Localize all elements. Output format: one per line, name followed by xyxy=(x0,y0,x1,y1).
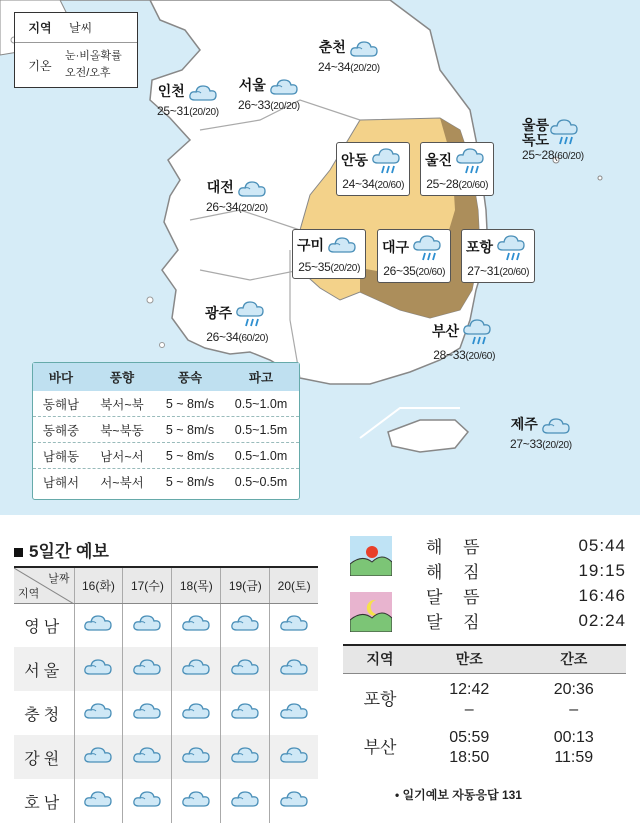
tide-low-2: – xyxy=(569,700,579,718)
city-name: 구미 xyxy=(297,237,325,254)
table-row xyxy=(343,673,626,720)
cloud-icon xyxy=(132,788,162,810)
city-name: 인천 xyxy=(157,83,185,100)
sea-header: 파고 xyxy=(248,371,274,385)
forecast-title-text: 5일간 예보 xyxy=(29,542,109,561)
sea-cell: 5 ~ 8m/s xyxy=(165,448,215,463)
city-seoul xyxy=(238,76,300,114)
city-uljin xyxy=(420,142,494,196)
tide-table xyxy=(343,644,626,768)
corner-date-label: 날짜 xyxy=(48,573,70,585)
city-prob: (20/60) xyxy=(415,267,446,278)
cloud-rain-icon xyxy=(455,147,489,177)
sun-moon-times xyxy=(350,533,626,633)
city-name: 울진 xyxy=(425,152,453,169)
city-name-2: 독도 xyxy=(522,132,550,148)
city-temp: 26~34 xyxy=(206,330,239,344)
city-chuncheon xyxy=(318,38,380,76)
cloud-icon xyxy=(541,415,571,437)
city-prob: (20/20) xyxy=(189,107,219,118)
cloud-icon xyxy=(132,656,162,678)
sea-cell: 남서~서 xyxy=(100,449,144,464)
cloud-icon xyxy=(132,700,162,722)
city-prob: (20/20) xyxy=(542,440,572,451)
city-prob: (20/60) xyxy=(374,180,405,191)
cloud-icon xyxy=(279,700,309,722)
cloud-rain-icon xyxy=(549,118,583,148)
cloud-icon xyxy=(230,612,260,634)
cloud-icon xyxy=(83,656,113,678)
forecast-title xyxy=(14,537,109,562)
city-name: 서울 xyxy=(238,77,266,94)
city-daegu xyxy=(377,229,451,283)
city-andong xyxy=(336,142,410,196)
forecast-region: 영남 xyxy=(14,603,74,647)
city-name: 광주 xyxy=(205,305,233,322)
city-name: 제주 xyxy=(510,416,538,433)
cloud-rain-icon xyxy=(496,234,530,264)
sunset-label: 해 짐 xyxy=(426,563,488,582)
table-row xyxy=(33,469,299,495)
legend-weather-label: 날씨 xyxy=(69,21,93,35)
table-row xyxy=(14,647,318,691)
cloud-icon xyxy=(230,700,260,722)
cloud-icon xyxy=(279,788,309,810)
corner-region-label: 지역 xyxy=(18,587,40,600)
city-ulleung xyxy=(522,118,584,164)
city-temp: 26~35 xyxy=(383,264,416,278)
cloud-icon xyxy=(83,744,113,766)
cloud-icon xyxy=(132,612,162,634)
table-row xyxy=(14,735,318,779)
tide-low-2: 11:59 xyxy=(554,748,594,766)
city-prob: (20/20) xyxy=(238,203,268,214)
sea-header-row xyxy=(33,363,299,391)
legend-ampm-label: 오전/오후 xyxy=(65,67,111,79)
sea-cell: 동해남 xyxy=(42,397,80,412)
city-temp: 25~31 xyxy=(157,104,190,118)
cloud-rain-icon xyxy=(412,234,446,264)
tide-high-1: 12:42 xyxy=(449,680,490,698)
city-prob: (20/60) xyxy=(465,351,496,362)
city-gumi xyxy=(292,229,366,279)
city-temp: 26~33 xyxy=(238,98,271,112)
legend-temp-label: 기온 xyxy=(28,58,52,73)
moonrise-label: 달 뜸 xyxy=(426,588,488,607)
sea-cell: 5 ~ 8m/s xyxy=(165,396,215,411)
sea-cell: 남해동 xyxy=(42,449,80,464)
tide-region: 부산 xyxy=(363,737,397,757)
sunrise-label: 해 뜸 xyxy=(426,538,488,557)
cloud-icon xyxy=(230,744,260,766)
cloud-icon xyxy=(188,82,218,104)
cloud-icon xyxy=(279,612,309,634)
cloud-icon xyxy=(230,788,260,810)
legend-prob-label: 눈·비올확률 xyxy=(65,50,122,62)
cloud-icon xyxy=(181,744,211,766)
tide-region: 포항 xyxy=(363,689,397,709)
city-name: 대구 xyxy=(382,239,410,256)
tide-header: 만조 xyxy=(417,645,522,673)
cloud-rain-icon xyxy=(371,147,405,177)
moonset-time: 02:24 xyxy=(578,610,626,630)
city-busan xyxy=(432,318,496,364)
cloud-icon xyxy=(181,656,211,678)
sea-cell: 북~북동 xyxy=(100,423,144,438)
city-incheon xyxy=(157,82,219,120)
sunrise-row xyxy=(350,533,626,558)
sunrise-time: 05:44 xyxy=(578,535,626,555)
forecast-corner-cell xyxy=(14,567,74,603)
forecast-day-header: 19(금) xyxy=(221,567,270,603)
cloud-icon xyxy=(181,612,211,634)
sea-header: 풍속 xyxy=(177,371,203,385)
moonrise-time: 16:46 xyxy=(578,585,626,605)
city-prob: (20/20) xyxy=(270,101,300,112)
sea-cell: 5 ~ 8m/s xyxy=(165,422,215,437)
forecast-region: 호남 xyxy=(14,779,74,823)
tide-low-1: 20:36 xyxy=(553,680,594,698)
city-temp: 28~33 xyxy=(433,348,466,362)
tide-header-row xyxy=(343,645,626,673)
sunset-row xyxy=(350,558,626,583)
table-row xyxy=(14,779,318,823)
table-row xyxy=(33,443,299,469)
cloud-rain-icon xyxy=(462,318,496,348)
tide-header: 간조 xyxy=(522,645,627,673)
cloud-icon xyxy=(279,656,309,678)
sea-cell: 북서~북 xyxy=(100,397,144,412)
sea-cell: 0.5~0.5m xyxy=(234,475,288,489)
forecast-day-header: 17(수) xyxy=(123,567,172,603)
tide-high-1: 05:59 xyxy=(449,728,490,746)
moonset-label: 달 짐 xyxy=(426,613,488,632)
forecast-region: 충청 xyxy=(14,691,74,735)
city-temp: 25~28 xyxy=(426,177,459,191)
cloud-icon xyxy=(181,700,211,722)
cloud-icon xyxy=(269,76,299,98)
table-row xyxy=(33,391,299,417)
forecast-day-header: 16(화) xyxy=(74,567,123,603)
city-prob: (20/60) xyxy=(458,180,489,191)
city-prob: (20/20) xyxy=(350,63,380,74)
map-legend xyxy=(14,12,138,88)
sea-cell: 0.5~1.5m xyxy=(234,422,288,437)
cloud-icon xyxy=(132,744,162,766)
table-row xyxy=(14,603,318,647)
city-jeju xyxy=(510,415,572,453)
square-bullet-icon xyxy=(14,548,23,557)
city-prob: (20/60) xyxy=(499,267,530,278)
sea-cell: 남해서 xyxy=(42,476,80,490)
forecast-day-header: 18(목) xyxy=(172,567,221,603)
sea-header: 바다 xyxy=(48,371,74,385)
sea-cell: 0.5~1.0m xyxy=(234,448,288,463)
city-gwangju xyxy=(205,300,269,346)
cloud-rain-icon xyxy=(235,300,269,330)
forecast-region: 서울 xyxy=(14,647,74,691)
cloud-icon xyxy=(181,788,211,810)
city-prob: (20/20) xyxy=(330,263,361,274)
city-temp: 25~28 xyxy=(522,148,555,162)
sea-cell: 5 ~ 8m/s xyxy=(165,475,215,489)
tide-low-1: 00:13 xyxy=(553,728,594,746)
city-name: 부산 xyxy=(432,323,460,340)
city-temp: 25~35 xyxy=(298,260,331,274)
city-temp: 24~34 xyxy=(318,60,351,74)
sea-cell: 동해중 xyxy=(42,423,80,438)
cloud-icon xyxy=(349,38,379,60)
legend-region-label: 지역 xyxy=(28,21,52,35)
cloud-icon xyxy=(279,744,309,766)
city-prob: (60/20) xyxy=(238,333,269,344)
city-name: 안동 xyxy=(341,152,369,169)
sea-conditions-table xyxy=(32,362,300,500)
city-name: 포항 xyxy=(466,239,494,256)
city-prob: (60/20) xyxy=(554,151,584,162)
tide-high-2: – xyxy=(464,700,474,718)
cloud-icon xyxy=(237,178,267,200)
sea-cell: 0.5~1.0m xyxy=(234,396,288,411)
cloud-icon xyxy=(230,656,260,678)
city-name: 대전 xyxy=(206,179,234,196)
cloud-icon xyxy=(83,788,113,810)
city-name: 울릉 xyxy=(522,117,550,133)
moonrise-row xyxy=(350,583,626,608)
forecast-header-row xyxy=(14,567,318,603)
tide-high-2: 18:50 xyxy=(449,748,490,766)
tide-header: 지역 xyxy=(343,645,417,673)
city-pohang xyxy=(461,229,535,283)
city-temp: 27~33 xyxy=(510,437,543,451)
sea-header: 풍향 xyxy=(109,371,135,385)
weather-phone-line: • 일기예보 자동응답 131 xyxy=(395,788,522,802)
city-temp: 26~34 xyxy=(206,200,239,214)
city-temp: 24~34 xyxy=(342,177,375,191)
table-row xyxy=(14,691,318,735)
forecast-region: 강원 xyxy=(14,735,74,779)
city-daejeon xyxy=(206,178,268,216)
moonset-row xyxy=(350,608,626,633)
forecast-day-header: 20(토) xyxy=(270,567,318,603)
table-row xyxy=(33,417,299,443)
table-row xyxy=(343,720,626,768)
sunset-time: 19:15 xyxy=(578,560,626,580)
cloud-icon xyxy=(83,612,113,634)
cloud-icon xyxy=(83,700,113,722)
city-name: 춘천 xyxy=(318,39,346,56)
city-temp: 27~31 xyxy=(467,264,500,278)
five-day-forecast-table xyxy=(14,566,318,823)
sea-cell: 서~북서 xyxy=(100,476,144,490)
cloud-icon xyxy=(327,234,361,260)
